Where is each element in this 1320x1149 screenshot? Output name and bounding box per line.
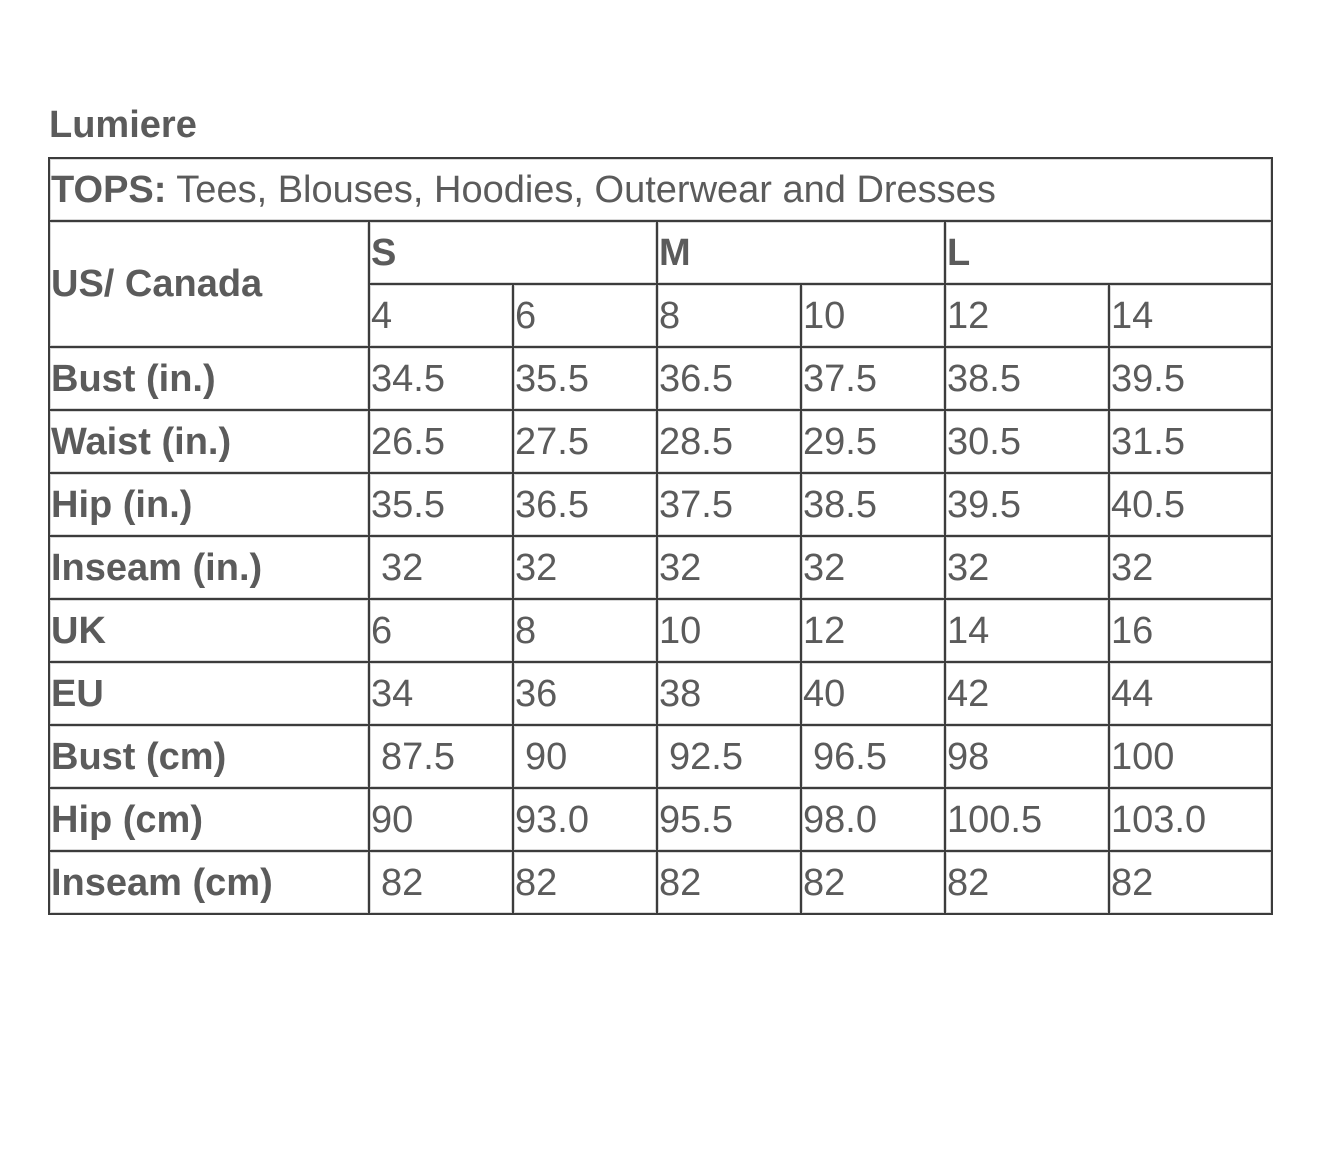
table-cell: 100	[1110, 726, 1273, 789]
table-row	[50, 537, 1273, 600]
caption-category: TOPS:	[51, 168, 167, 211]
table-cell: 90	[514, 726, 658, 789]
table-cell: 32	[514, 537, 658, 600]
table-cell: 98.0	[802, 789, 946, 852]
table-cell: 8	[514, 600, 658, 663]
table-row	[50, 789, 1273, 852]
table-row	[50, 663, 1273, 726]
table-cell: 29.5	[802, 411, 946, 474]
table-cell: 35.5	[514, 348, 658, 411]
row-label: Waist (in.)	[50, 411, 370, 474]
table-cell: 39.5	[1110, 348, 1273, 411]
table-cell: 44	[1110, 663, 1273, 726]
table-cell: 32	[802, 537, 946, 600]
table-cell: 38.5	[946, 348, 1110, 411]
table-cell: 10	[658, 600, 802, 663]
table-cell: 16	[1110, 600, 1273, 663]
table-cell: 32	[946, 537, 1110, 600]
table-cell: 82	[946, 852, 1110, 915]
us-size-cell: 10	[802, 285, 946, 348]
table-cell: 98	[946, 726, 1110, 789]
table-cell: 36.5	[514, 474, 658, 537]
us-size-cell: 8	[658, 285, 802, 348]
caption-row	[50, 159, 1273, 222]
table-cell: 12	[802, 600, 946, 663]
table-cell: 82	[514, 852, 658, 915]
row-label: Bust (cm)	[50, 726, 370, 789]
table-cell: 36	[514, 663, 658, 726]
brand-title: Lumiere	[49, 104, 197, 146]
table-cell: 32	[370, 537, 514, 600]
table-cell: 92.5	[658, 726, 802, 789]
caption-items: Tees, Blouses, Hoodies, Outerwear and Dresses	[166, 168, 996, 211]
table-cell: 35.5	[370, 474, 514, 537]
table-row	[50, 852, 1273, 915]
table-caption	[50, 159, 1273, 222]
size-group-s: S	[370, 222, 658, 285]
table-cell: 42	[946, 663, 1110, 726]
table-row	[50, 474, 1273, 537]
table-row	[50, 411, 1273, 474]
size-group-l: L	[946, 222, 1273, 285]
size-group-row	[50, 222, 1273, 285]
row-label: EU	[50, 663, 370, 726]
row-label: Inseam (cm)	[50, 852, 370, 915]
table-cell: 39.5	[946, 474, 1110, 537]
table-cell: 14	[946, 600, 1110, 663]
region-label: US/ Canada	[50, 222, 370, 348]
table-cell: 38.5	[802, 474, 946, 537]
us-size-cell: 14	[1110, 285, 1273, 348]
us-size-cell: 12	[946, 285, 1110, 348]
table-cell: 32	[1110, 537, 1273, 600]
table-cell: 82	[802, 852, 946, 915]
us-size-cell: 4	[370, 285, 514, 348]
size-chart-table	[48, 157, 1273, 915]
table-cell: 100.5	[946, 789, 1110, 852]
table-cell: 40	[802, 663, 946, 726]
table-cell: 103.0	[1110, 789, 1273, 852]
table-cell: 82	[1110, 852, 1273, 915]
table-cell: 90	[370, 789, 514, 852]
row-label: Inseam (in.)	[50, 537, 370, 600]
table-cell: 37.5	[802, 348, 946, 411]
row-label: UK	[50, 600, 370, 663]
table-cell: 87.5	[370, 726, 514, 789]
size-group-m: M	[658, 222, 946, 285]
table-cell: 38	[658, 663, 802, 726]
table-cell: 82	[370, 852, 514, 915]
table-cell: 6	[370, 600, 514, 663]
row-label: Bust (in.)	[50, 348, 370, 411]
table-cell: 36.5	[658, 348, 802, 411]
table-row	[50, 726, 1273, 789]
table-cell: 28.5	[658, 411, 802, 474]
table-cell: 93.0	[514, 789, 658, 852]
table-cell: 26.5	[370, 411, 514, 474]
row-label: Hip (cm)	[50, 789, 370, 852]
table-row	[50, 600, 1273, 663]
table-cell: 30.5	[946, 411, 1110, 474]
table-cell: 27.5	[514, 411, 658, 474]
us-size-cell: 6	[514, 285, 658, 348]
table-cell: 37.5	[658, 474, 802, 537]
table-cell: 82	[658, 852, 802, 915]
table-cell: 31.5	[1110, 411, 1273, 474]
table-row	[50, 348, 1273, 411]
row-label: Hip (in.)	[50, 474, 370, 537]
table-cell: 95.5	[658, 789, 802, 852]
table-cell: 96.5	[802, 726, 946, 789]
table-cell: 40.5	[1110, 474, 1273, 537]
table-cell: 32	[658, 537, 802, 600]
table-cell: 34.5	[370, 348, 514, 411]
table-cell: 34	[370, 663, 514, 726]
